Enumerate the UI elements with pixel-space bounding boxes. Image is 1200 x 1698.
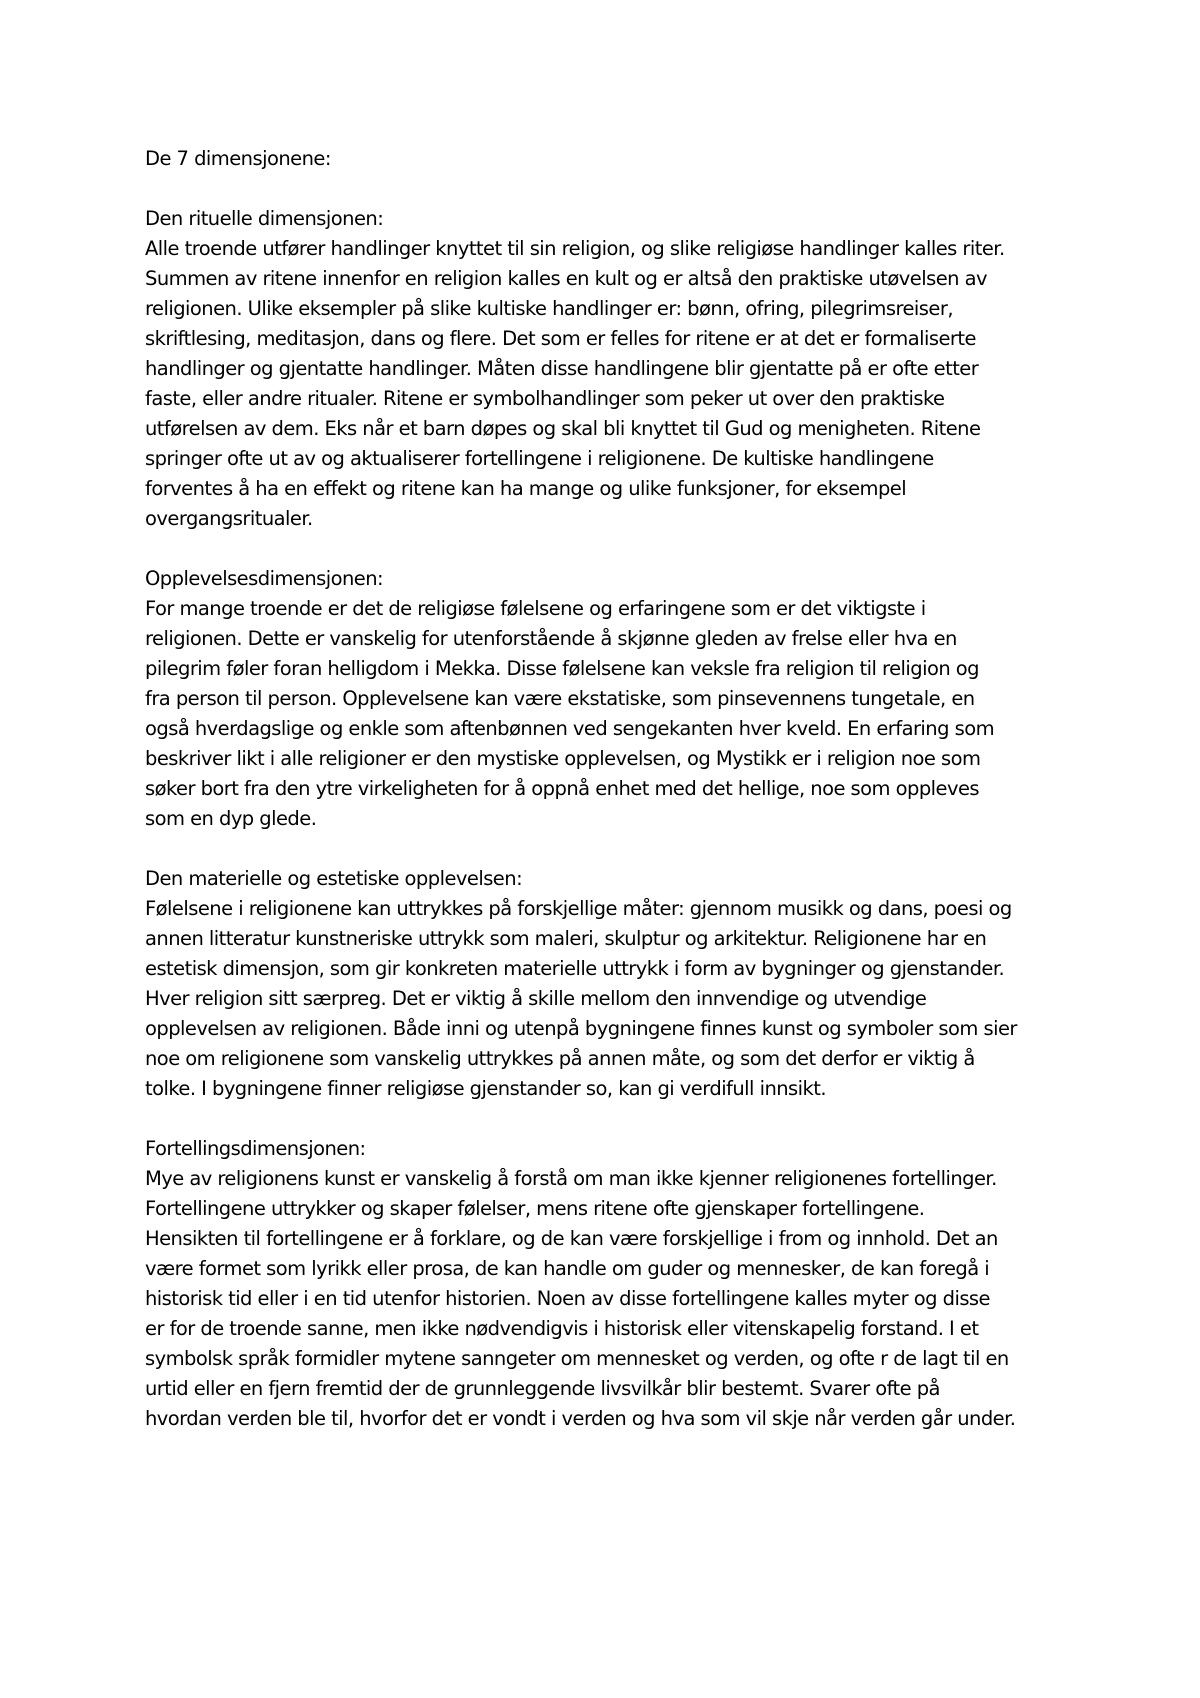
paragraph-line: annen litteratur kunstneriske uttrykk som maleri, skulptur og arkitektur. Religionene har en xyxy=(145,927,987,950)
sections-container xyxy=(145,204,1070,1434)
paragraph-line: springer ofte ut av og aktualiserer fortellingene i religionene. De kultiske handlingene xyxy=(145,447,934,470)
section xyxy=(145,564,1070,834)
document-title: De 7 dimensjonene: xyxy=(145,147,331,170)
paragraph-line: beskriver likt i alle religioner er den mystiske opplevelsen, og Mystikk er i religion noe som xyxy=(145,747,981,770)
paragraph-line: tolke. I bygningene finner religiøse gjenstander so, kan gi verdifull innsikt. xyxy=(145,1077,827,1100)
paragraph-line: handlinger og gjentatte handlinger. Måten disse handlingene blir gjentatte på er ofte etter xyxy=(145,357,979,380)
paragraph-line: For mange troende er det de religiøse følelsene og erfaringene som er det viktigste i xyxy=(145,597,926,620)
section-heading: Den rituelle dimensjonen: xyxy=(145,207,384,230)
paragraph-line: som en dyp glede. xyxy=(145,807,317,830)
paragraph-line: Fortellingene uttrykker og skaper følelser, mens ritene ofte gjenskaper fortellingene. xyxy=(145,1197,925,1220)
section-paragraph xyxy=(145,894,1070,1104)
section xyxy=(145,204,1070,534)
paragraph-line: urtid eller en fjern fremtid der de grunnleggende livsvilkår blir bestemt. Svarer ofte på xyxy=(145,1377,940,1400)
section-heading: Opplevelsesdimensjonen: xyxy=(145,567,384,590)
paragraph-line: pilegrim føler foran helligdom i Mekka. Disse følelsene kan veksle fra religion til religion og xyxy=(145,657,980,680)
paragraph-line: noe om religionene som vanskelig uttrykkes på annen måte, og som det derfor er viktig å xyxy=(145,1047,975,1070)
paragraph-line: skriftlesing, meditasjon, dans og flere. Det som er felles for ritene er at det er formaliserte xyxy=(145,327,976,350)
section-paragraph xyxy=(145,234,1070,534)
paragraph-line: Alle troende utfører handlinger knyttet til sin religion, og slike religiøse handlinger kalles riter. xyxy=(145,237,1005,260)
paragraph-line: være formet som lyrikk eller prosa, de kan handle om guder og mennesker, de kan foregå i xyxy=(145,1257,990,1280)
section-heading: Fortellingsdimensjonen: xyxy=(145,1137,366,1160)
paragraph-line: historisk tid eller i en tid utenfor historien. Noen av disse fortellingene kalles myter og disse xyxy=(145,1287,990,1310)
section xyxy=(145,864,1070,1104)
paragraph-line: overgangsritualer. xyxy=(145,507,313,530)
paragraph-line: faste, eller andre ritualer. Ritene er symbolhandlinger som peker ut over den praktiske xyxy=(145,387,945,410)
section-paragraph xyxy=(145,594,1070,834)
document-body xyxy=(145,144,1070,1434)
paragraph-line: Hensikten til fortellingene er å forklare, og de kan være forskjellige i from og innhold. Det an xyxy=(145,1227,998,1250)
paragraph-line: religionen. Ulike eksempler på slike kultiske handlinger er: bønn, ofring, pilegrimsreiser, xyxy=(145,297,953,320)
paragraph-line: Hver religion sitt særpreg. Det er viktig å skille mellom den innvendige og utvendige xyxy=(145,987,927,1010)
paragraph-line: religionen. Dette er vanskelig for utenforstående å skjønne gleden av frelse eller hva en xyxy=(145,627,957,650)
paragraph-line: er for de troende sanne, men ikke nødvendigvis i historisk eller vitenskapelig forstand. I et xyxy=(145,1317,979,1340)
section xyxy=(145,1134,1070,1434)
section-paragraph xyxy=(145,1164,1070,1434)
paragraph-line: estetisk dimensjon, som gir konkreten materielle uttrykk i form av bygninger og gjenstander. xyxy=(145,957,1005,980)
paragraph-line: søker bort fra den ytre virkeligheten for å oppnå enhet med det hellige, noe som oppleves xyxy=(145,777,980,800)
paragraph-line: symbolsk språk formidler mytene sanngeter om mennesket og verden, og ofte r de lagt til en xyxy=(145,1347,1009,1370)
paragraph-line: Summen av ritene innenfor en religion kalles en kult og er altså den praktiske utøvelsen av xyxy=(145,267,987,290)
paragraph-line: fra person til person. Opplevelsene kan være ekstatiske, som pinsevennens tungetale, en xyxy=(145,687,975,710)
paragraph-line: Følelsene i religionene kan uttrykkes på forskjellige måter: gjennom musikk og dans, poesi og xyxy=(145,897,1012,920)
paragraph-line: utførelsen av dem. Eks når et barn døpes og skal bli knyttet til Gud og menigheten. Ritene xyxy=(145,417,981,440)
paragraph-line: Mye av religionens kunst er vanskelig å forstå om man ikke kjenner religionenes fortellinger. xyxy=(145,1167,997,1190)
paragraph-line: også hverdagslige og enkle som aftenbønnen ved sengekanten hver kveld. En erfaring som xyxy=(145,717,995,740)
section-heading: Den materielle og estetiske opplevelsen: xyxy=(145,867,523,890)
paragraph-line: hvordan verden ble til, hvorfor det er vondt i verden og hva som vil skje når verden går under. xyxy=(145,1407,1016,1430)
paragraph-line: forventes å ha en effekt og ritene kan ha mange og ulike funksjoner, for eksempel xyxy=(145,477,907,500)
paragraph-line: opplevelsen av religionen. Både inni og utenpå bygningene finnes kunst og symboler som sier xyxy=(145,1017,1017,1040)
